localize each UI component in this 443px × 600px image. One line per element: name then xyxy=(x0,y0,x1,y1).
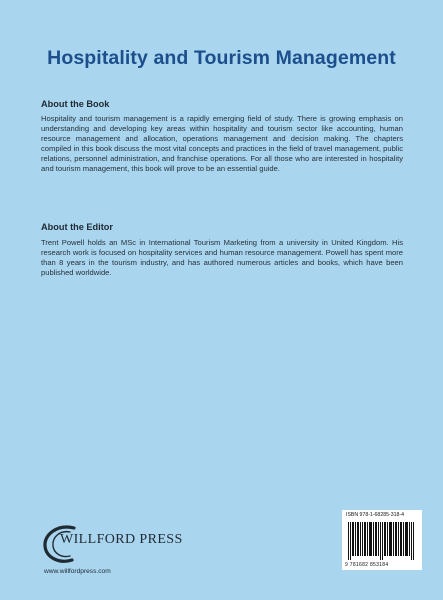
about-book-text: Hospitality and tourism management is a rapidly emerging field of study. There is growing emphasis on understanding and developing key areas within hospitality and tourism sector like accounting, human resource management and allocation, operations management and decision making. The chapters compiled in this book discuss the most vital concepts and practices in the field of travel management, public relations, personnel administration, and franchise operations. For all those who are interested in hospitality and tourism management, this book will prove to be an essential guide. xyxy=(41,114,403,173)
about-editor-heading: About the Editor xyxy=(41,222,113,232)
isbn-label: ISBN 978-1-68285-318-4 xyxy=(346,512,404,518)
publisher-logo xyxy=(40,522,200,566)
barcode-bars-icon xyxy=(348,522,416,560)
barcode xyxy=(342,510,422,570)
book-title: Hospitality and Tourism Management xyxy=(47,47,396,69)
about-editor-text: Trent Powell holds an MSc in International Tourism Marketing from a university in United Kingdom. His research work is focused on hospitality services and human resource management. Powell has spent more than 8 years in the tourism industry, and has authored numerous articles and books, which have been published worldwide. xyxy=(41,238,403,277)
about-book-heading: About the Book xyxy=(41,99,110,109)
publisher-url: www.willfordpress.com xyxy=(44,568,111,575)
barcode-digits: 9 781682 853184 xyxy=(345,562,389,568)
publisher-logo-text: WILLFORD PRESS xyxy=(60,532,183,547)
